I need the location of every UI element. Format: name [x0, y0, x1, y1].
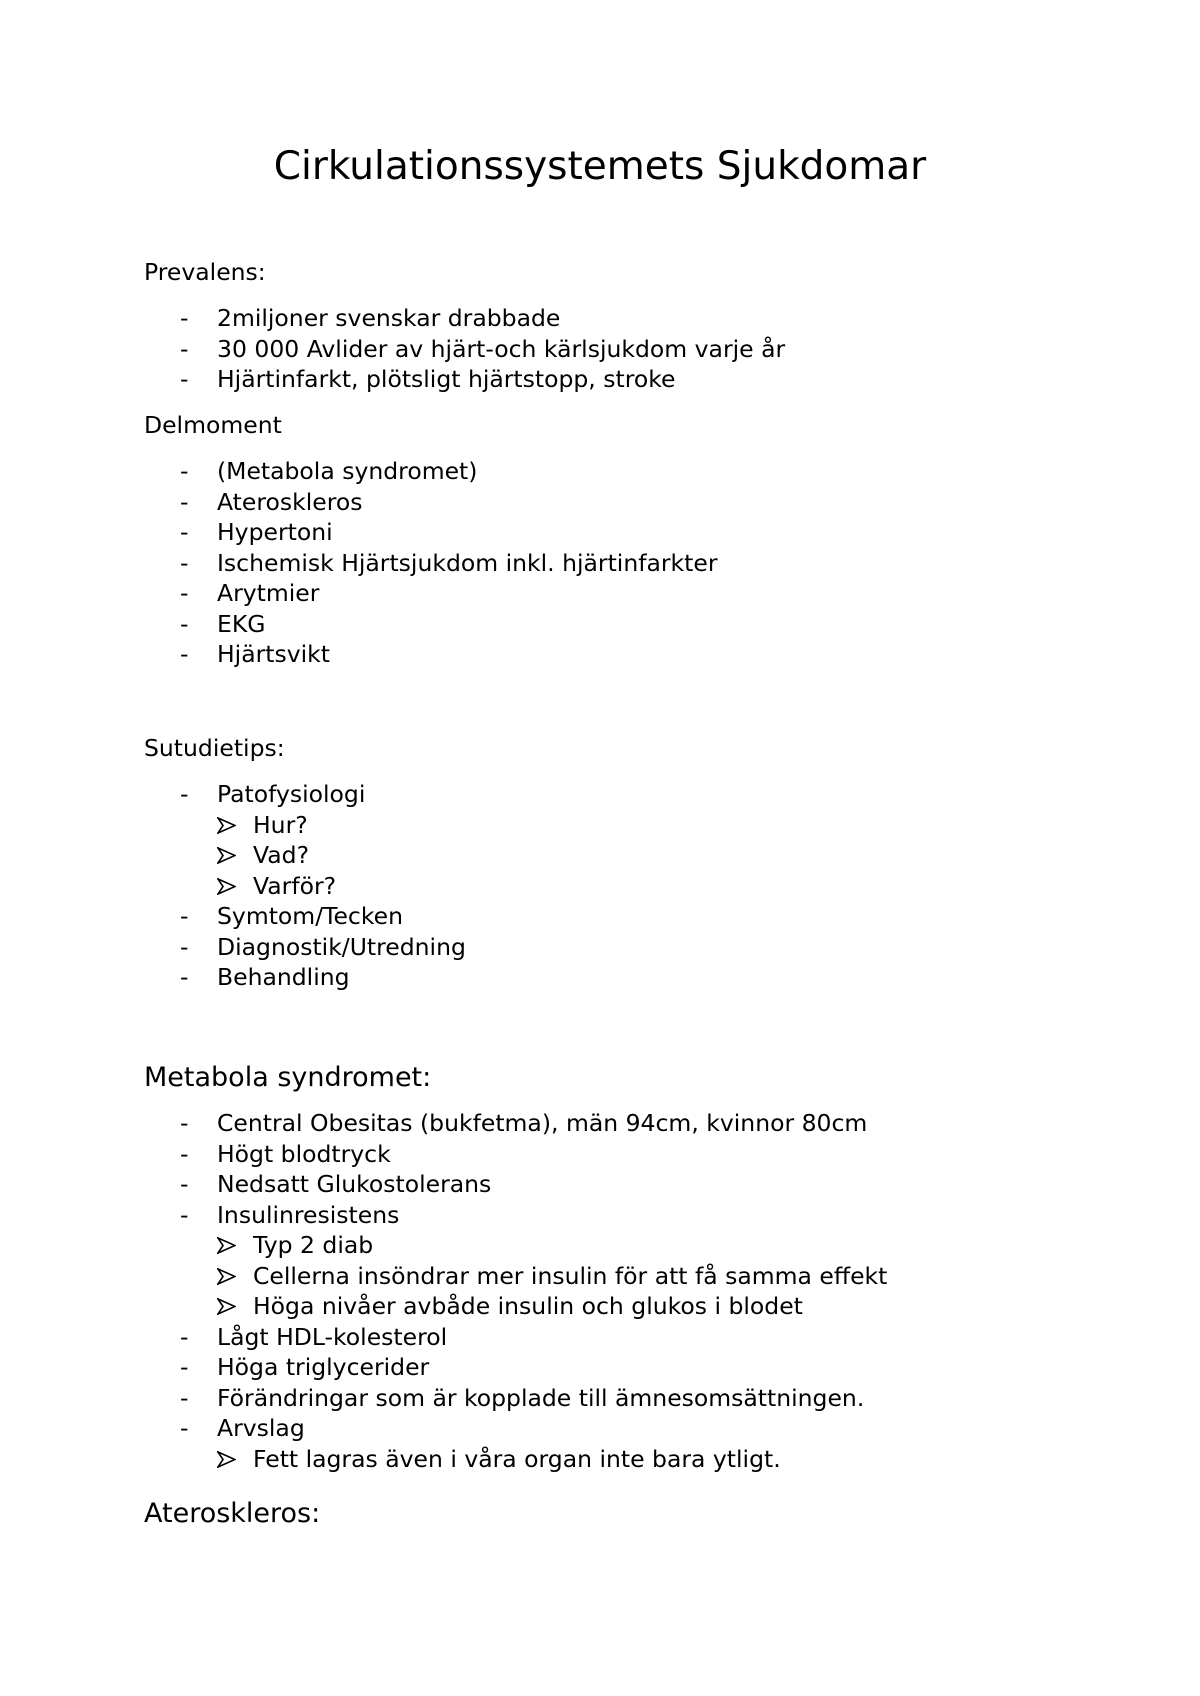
list-item: - Hjärtinfarkt, plötsligt hjärtstopp, stroke	[180, 365, 676, 393]
list-item: - Höga triglycerider	[180, 1353, 430, 1381]
sub-list-item: Fett lagras även i våra organ inte bara ytligt.	[144, 1444, 1104, 1475]
arrowhead-bullet-icon	[217, 1237, 236, 1254]
list-item: - Insulinresistens	[180, 1200, 400, 1229]
arrowhead-bullet-icon	[217, 1298, 236, 1315]
sub-list-item: Cellerna insöndrar mer insulin för att få samma effekt	[144, 1261, 1104, 1292]
arrowhead-bullet-icon	[217, 1451, 236, 1468]
list-item: - Högt blodtryck	[180, 1139, 391, 1168]
list-item: - (Metabola syndromet)	[180, 457, 478, 485]
sub-list-item: Hur?	[144, 810, 1104, 841]
section-prevalens	[144, 257, 1104, 395]
sub-list-item: Höga nivåer avbåde insulin och glukos i blodet	[144, 1291, 1104, 1322]
list-item: - Arvslag	[180, 1414, 305, 1442]
heading-ateroskleros: Ateroskleros:	[144, 1498, 321, 1529]
list-item: - Diagnostik/Utredning	[180, 932, 466, 961]
sub-list-item: Typ 2 diab	[144, 1230, 1104, 1261]
list-item: - Ateroskleros	[180, 487, 363, 516]
sub-list-item: Vad?	[144, 840, 1104, 871]
list-item: - 2miljoner svenskar drabbade	[180, 304, 561, 332]
list-item: - Lågt HDL-kolesterol	[180, 1322, 448, 1351]
list-delmoment	[144, 456, 1104, 670]
heading-delmoment: Delmoment	[144, 411, 282, 439]
section-metabola	[144, 1061, 1104, 1474]
section-ateroskleros	[144, 1497, 1104, 1531]
list-item: - Behandling	[180, 963, 350, 991]
heading-prevalens: Prevalens:	[144, 258, 266, 286]
arrowhead-bullet-icon	[217, 817, 236, 834]
list-metabola	[144, 1108, 1104, 1474]
arrowhead-bullet-icon	[217, 878, 236, 895]
document-title: Cirkulationssystemets Sjukdomar	[273, 144, 927, 189]
heading-metabola: Metabola syndromet:	[144, 1062, 432, 1093]
section-studietips	[144, 733, 1104, 993]
list-item: - Hjärtsvikt	[180, 640, 330, 668]
arrowhead-bullet-icon	[217, 1268, 236, 1285]
arrowhead-bullet-icon	[217, 847, 236, 864]
section-delmoment	[144, 410, 1104, 670]
list-item: - Förändringar som är kopplade till ämnesomsättningen.	[180, 1383, 865, 1412]
list-prevalens	[144, 303, 1104, 395]
list-item: - Nedsatt Glukostolerans	[180, 1170, 492, 1198]
heading-studietips: Sutudietips:	[144, 734, 285, 762]
list-item: - Arytmier	[180, 579, 320, 607]
list-item: - 30 000 Avlider av hjärt-och kärlsjukdom varje år	[180, 334, 786, 363]
list-studietips	[144, 779, 1104, 993]
sub-list-item: Varför?	[144, 871, 1104, 902]
list-item: - Ischemisk Hjärtsjukdom inkl. hjärtinfarkter	[180, 548, 718, 577]
list-item: - EKG	[180, 609, 266, 638]
list-item: - Symtom/Tecken	[180, 902, 403, 930]
list-item: - Patofysiologi	[180, 780, 366, 808]
list-item: - Central Obesitas (bukfetma), män 94cm, kvinnor 80cm	[180, 1109, 868, 1137]
list-item: - Hypertoni	[180, 518, 333, 546]
